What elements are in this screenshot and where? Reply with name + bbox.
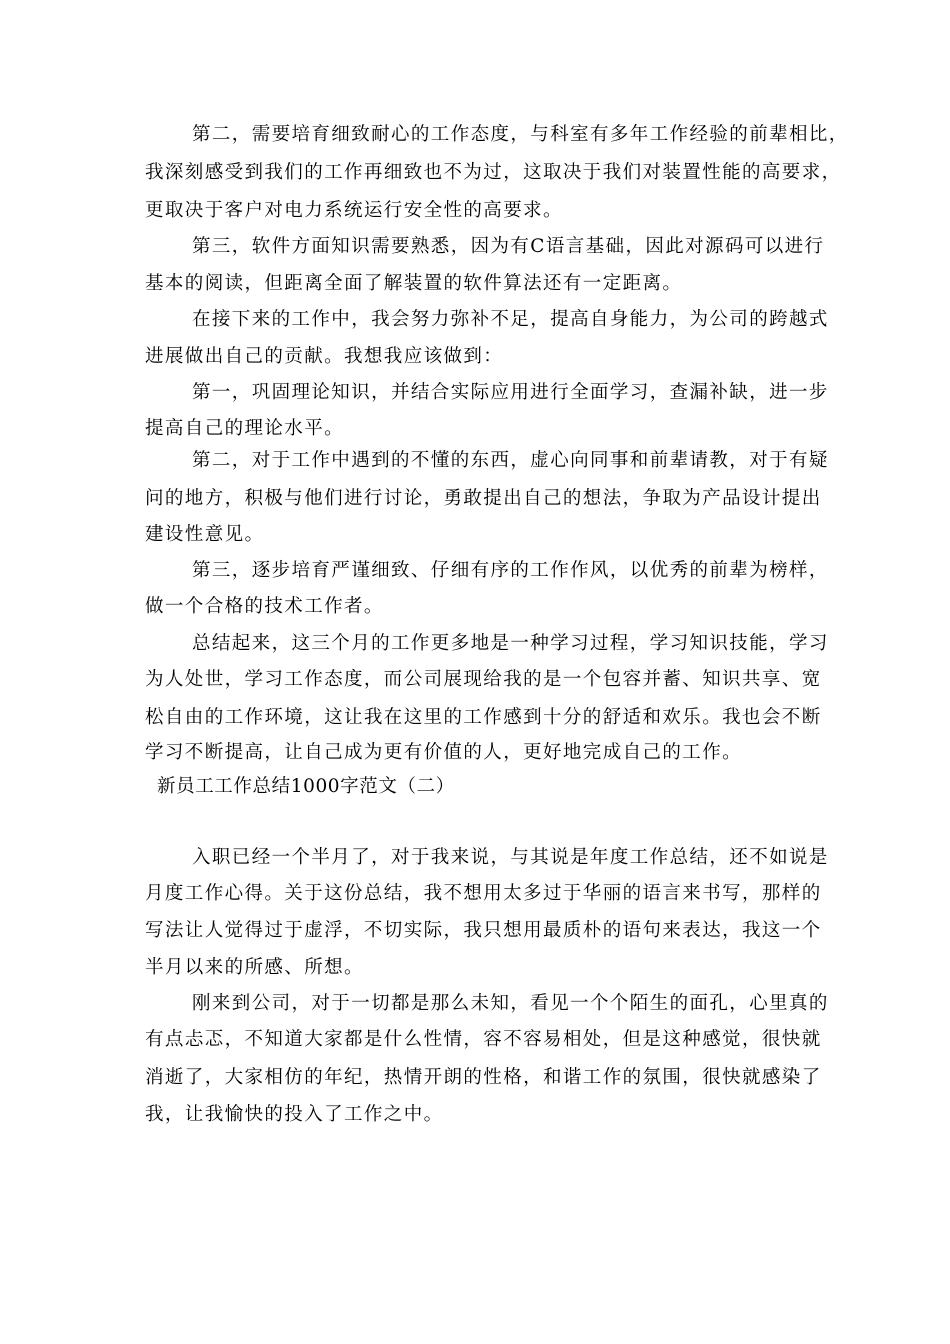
text-line: 刚来到公司，对于一切都是那么未知，看见一个个陌生的面孔，心里真的 xyxy=(192,993,829,1014)
section-heading: 新员工工作总结1000字范文（二） xyxy=(157,776,455,797)
text-line: 第二，对于工作中遇到的不懂的东西，虚心向同事和前辈请教，对于有疑 xyxy=(192,450,829,471)
text-line: 有点忐忑，不知道大家都是什么性情，容不容易相处，但是这种感觉，很快就 xyxy=(145,1029,822,1050)
text-line: 建设性意见。 xyxy=(145,524,265,545)
text-line: 提高自己的理论水平。 xyxy=(145,418,345,439)
text-line: 问的地方，积极与他们进行讨论，勇敢提出自己的想法，争取为产品设计提出 xyxy=(145,488,822,509)
text-line: 第三，软件方面知识需要熟悉，因为有C语言基础，因此对源码可以进行 xyxy=(192,236,825,257)
text-line: 月度工作心得。关于这份总结，我不想用太多过于华丽的语言来书写，那样的 xyxy=(145,883,822,904)
text-line: 我，让我愉快的投入了工作之中。 xyxy=(145,1104,444,1125)
text-line: 入职已经一个半月了，对于我来说，与其说是年度工作总结，还不如说是 xyxy=(192,847,829,868)
text-line: 写法让人觉得过于虚浮，不切实际，我只想用最质朴的语句来表达，我这一个 xyxy=(145,920,822,941)
text-line: 第三，逐步培育严谨细致、仔细有序的工作作风，以优秀的前辈为榜样， xyxy=(192,560,829,581)
text-line: 第一，巩固理论知识，并结合实际应用进行全面学习，查漏补缺，进一步 xyxy=(192,382,829,403)
text-line: 做一个合格的技术工作者。 xyxy=(145,596,384,617)
text-line: 更取决于客户对电力系统运行安全性的高要求。 xyxy=(145,200,563,221)
text-line: 总结起来，这三个月的工作更多地是一种学习过程，学习知识技能，学习 xyxy=(192,633,829,654)
text-line: 松自由的工作环境，这让我在这里的工作感到十分的舒适和欢乐。我也会不断 xyxy=(145,707,822,728)
text-line: 进展做出自己的贡献。我想我应该做到： xyxy=(145,346,504,367)
text-line: 学习不断提高，让自己成为更有价值的人，更好地完成自己的工作。 xyxy=(145,742,743,763)
text-line: 基本的阅读，但距离全面了解装置的软件算法还有一定距离。 xyxy=(145,273,683,294)
text-line: 消逝了，大家相仿的年纪，热情开朗的性格，和谐工作的氛围，很快就感染了 xyxy=(145,1067,822,1088)
text-line: 第二，需要培育细致耐心的工作态度，与科室有多年工作经验的前辈相比， xyxy=(192,124,849,145)
text-line: 在接下来的工作中，我会努力弥补不足，提高自身能力，为公司的跨越式 xyxy=(192,309,829,330)
text-line: 我深刻感受到我们的工作再细致也不为过，这取决于我们对装置性能的高要求， xyxy=(145,162,842,183)
text-line: 半月以来的所感、所想。 xyxy=(145,957,364,978)
text-line: 为人处世，学习工作态度，而公司展现给我的是一个包容并蓄、知识共享、宽 xyxy=(145,669,822,690)
